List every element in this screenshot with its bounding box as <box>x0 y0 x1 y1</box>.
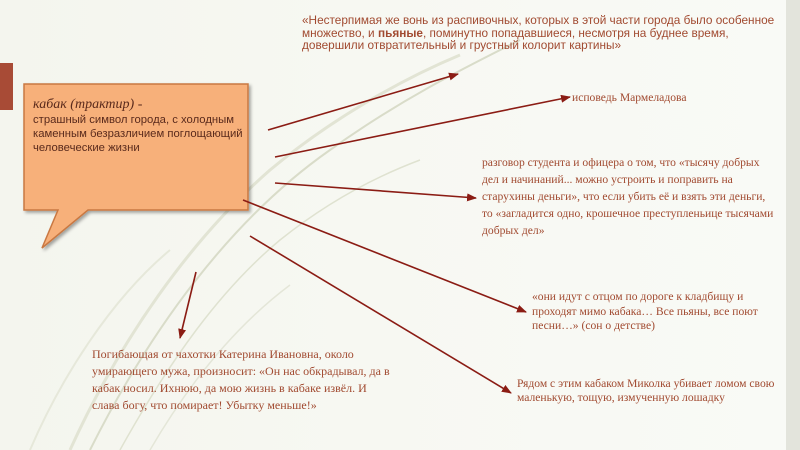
arrow-to-marmeladov <box>275 97 570 157</box>
arrow-to-katerina <box>180 272 196 338</box>
marmeladov-label: исповедь Мармеладова <box>572 91 687 104</box>
arrow-to-quote <box>268 74 458 130</box>
callout-title: кабак (трактир) - <box>33 97 143 112</box>
dialogue-text: разговор студента и офицера о том, что «тысячу добрых дел и начинаний... можно устроить и поправить на старухины деньги», что если убить её и взять эти деньги, то «загладится одно, крошечное преступленьице тысячами добрых дел» <box>482 156 774 237</box>
katerina-text: Погибающая от чахотки Катерина Ивановна, около умирающего мужа, произносит: «Он нас обкрадывал, да в кабак носил. Ихнюю, да мою жизнь в кабаке извёл. И слава богу, что помирает! Убытку меньше!» <box>92 347 390 412</box>
quote-part-1: «Нестерпимая же вонь из распивочных, которых в этой части города было особенное множество, и <box>302 13 775 40</box>
quote-part-2: , поминутно попадавшиеся, несмотря на буднее время, довершили отвратительный и грустный колорит картины» <box>302 25 729 52</box>
mikolka-text: Рядом с этим кабаком Миколка убивает ломом свою маленькую, тощую, измученную лошадку <box>517 377 775 404</box>
arrow-to-dialogue <box>275 183 476 198</box>
childhood-dream-text: «они идут с отцом по дороге к кладбищу и проходят мимо кабака… Все пьяны, все поют песни…» (сон о детстве) <box>532 290 758 332</box>
callout-body: страшный символ города, с холодным каменным безразличием поглощающий человеческие жизни <box>33 114 243 154</box>
arrow-to-childhood <box>243 200 526 312</box>
arrow-to-mikolka <box>250 236 511 393</box>
quote-bold-word: пьяные <box>377 25 423 40</box>
